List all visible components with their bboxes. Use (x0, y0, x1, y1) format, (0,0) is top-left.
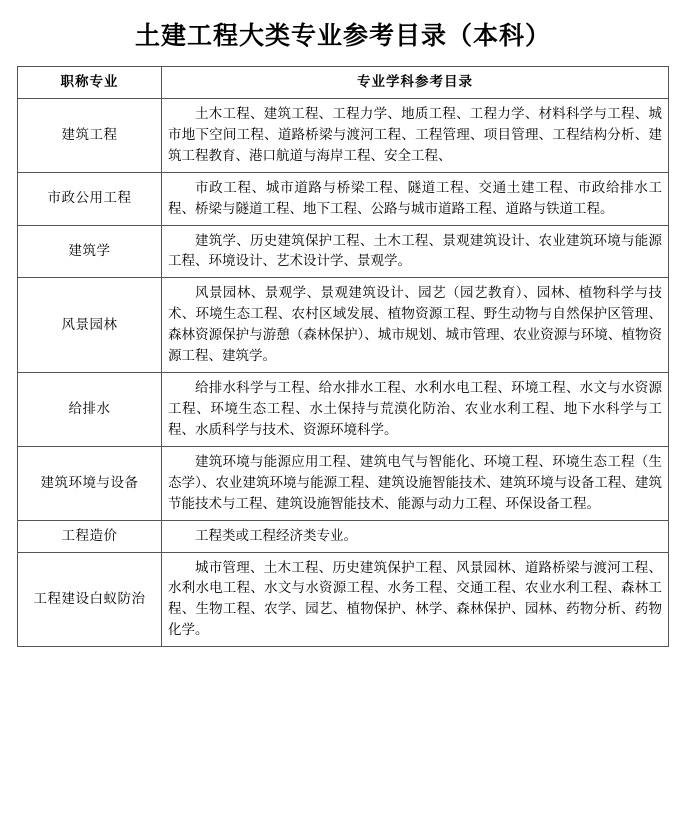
specialty-catalog: 风景园林、景观学、景观建筑设计、园艺（园艺教育）、园林、植物科学与技术、环境生态工程、农村区域发展、植物资源工程、野生动物与自然保护区管理、森林资源保护与游憩（森林保护）、城市规划、城市管理、农业资源与环境、植物资源工程、建筑学。 (162, 278, 669, 373)
specialty-name: 工程造价 (18, 520, 162, 552)
specialty-name: 给排水 (18, 373, 162, 447)
specialty-catalog: 城市管理、土木工程、历史建筑保护工程、风景园林、道路桥梁与渡河工程、水利水电工程、水文与水资源工程、水务工程、交通工程、农业水利工程、森林工程、生物工程、农学、园艺、植物保护、林学、森林保护、园林、药物分析、药物化学。 (162, 552, 669, 647)
table-row (18, 446, 669, 520)
table-row (18, 98, 669, 172)
table-row (18, 172, 669, 225)
specialty-name: 建筑学 (18, 225, 162, 278)
specialty-name: 工程建设白蚁防治 (18, 552, 162, 647)
page-title: 土建工程大类专业参考目录（本科） (134, 21, 551, 50)
specialty-name: 市政公用工程 (18, 172, 162, 225)
document-page (0, 16, 686, 819)
specialty-catalog: 建筑环境与能源应用工程、建筑电气与智能化、环境工程、环境生态工程（生态学）、农业建筑环境与能源工程、建筑设施智能技术、建筑环境与设备工程、建筑节能技术与工程、建筑设施智能技术、能源与动力工程、环保设备工程。 (162, 446, 669, 520)
column-header-reference-catalog: 专业学科参考目录 (162, 67, 669, 99)
specialty-catalog: 市政工程、城市道路与桥梁工程、隧道工程、交通土建工程、市政给排水工程、桥梁与隧道工程、地下工程、公路与城市道路工程、道路与铁道工程。 (162, 172, 669, 225)
table-header-row (18, 67, 669, 99)
column-header-title-specialty: 职称专业 (18, 67, 162, 99)
specialty-catalog: 工程类或工程经济类专业。 (162, 520, 669, 552)
specialty-catalog: 土木工程、建筑工程、工程力学、地质工程、工程力学、材料科学与工程、城市地下空间工程、道路桥梁与渡河工程、工程管理、项目管理、工程结构分析、建筑工程教育、港口航道与海岸工程、安全工程、 (162, 98, 669, 172)
table-row (18, 552, 669, 647)
specialty-catalog: 给排水科学与工程、给水排水工程、水利水电工程、环境工程、水文与水资源工程、环境生态工程、水土保持与荒漠化防治、农业水利工程、地下水科学与工程、水质科学与技术、资源环境科学。 (162, 373, 669, 447)
specialty-reference-table (17, 66, 669, 647)
specialty-name: 建筑环境与设备 (18, 446, 162, 520)
table-row (18, 373, 669, 447)
table-row (18, 225, 669, 278)
table-row (18, 520, 669, 552)
specialty-name: 建筑工程 (18, 98, 162, 172)
table-row (18, 278, 669, 373)
specialty-catalog: 建筑学、历史建筑保护工程、土木工程、景观建筑设计、农业建筑环境与能源工程、环境设计、艺术设计学、景观学。 (162, 225, 669, 278)
specialty-name: 风景园林 (18, 278, 162, 373)
